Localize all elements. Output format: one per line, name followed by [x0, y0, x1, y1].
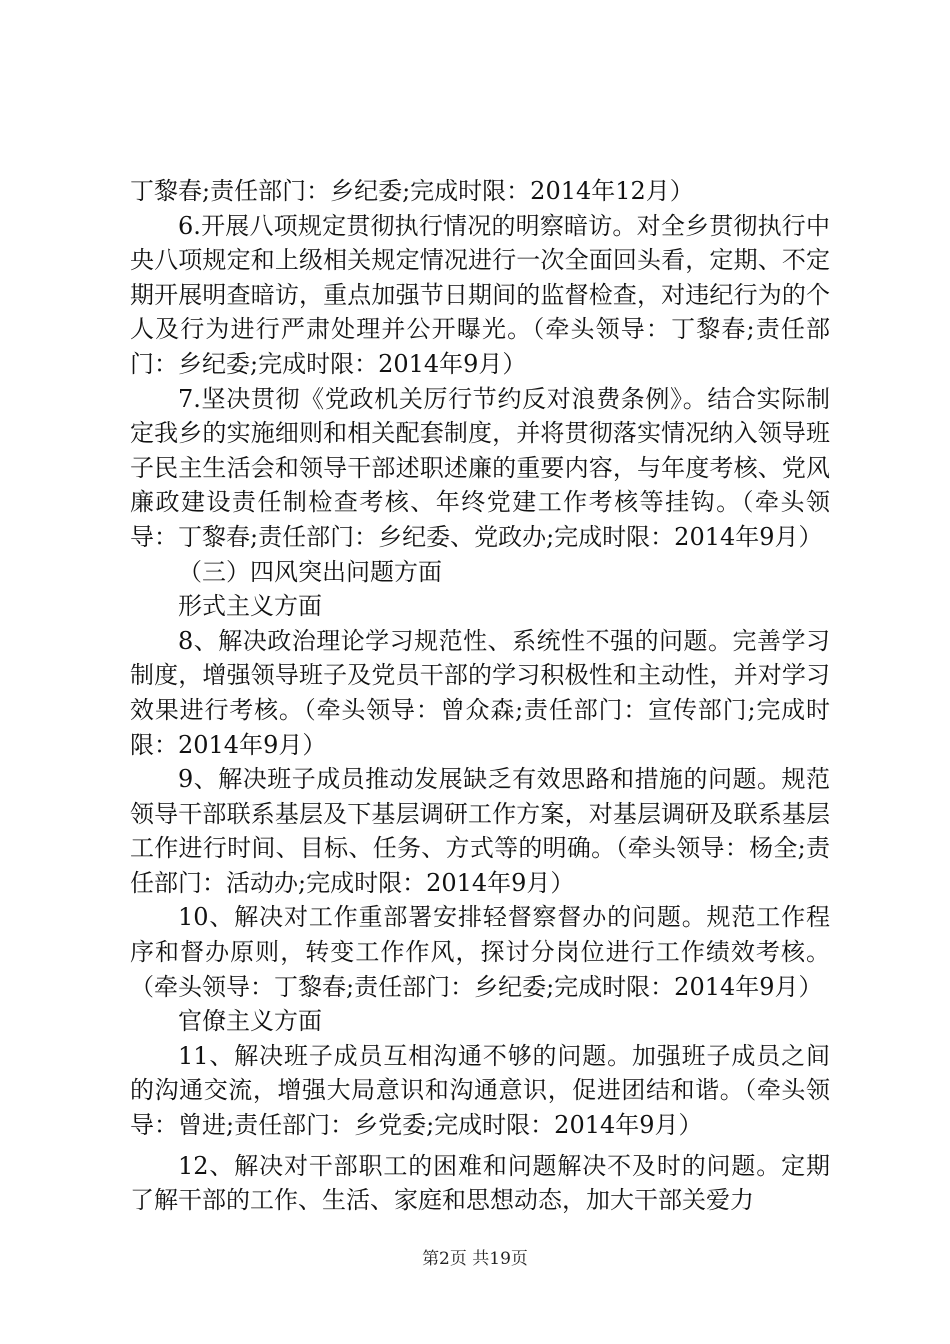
subsection-heading-bureaucratism: 官僚主义方面	[178, 1007, 322, 1036]
subsection-heading-formalism: 形式主义方面	[178, 592, 322, 621]
paragraph-item-10: 10、解决对工作重部署安排轻督察督办的问题。规范工作程序和督办原则，转变工作作风，探讨分岗位进行工作绩效考核。（牵头领导：丁黎春;责任部门：乡纪委;完成时限：2014年9月）	[130, 903, 830, 1001]
document-body	[130, 174, 830, 1218]
paragraph-item-11: 11、解决班子成员互相沟通不够的问题。加强班子成员之间的沟通交流，增强大局意识和沟通意识，促进团结和谐。（牵头领导：曾进;责任部门：乡党委;完成时限：2014年9月）	[130, 1041, 830, 1140]
paragraph-item-6: 6.开展八项规定贯彻执行情况的明察暗访。对全乡贯彻执行中央八项规定和上级相关规定情况进行一次全面回头看，定期、不定期开展明查暗访，重点加强节日期间的监督检查，对违纪行为的个人及行为进行严肃处理并公开曝光。（牵头领导：丁黎春;责任部门：乡纪委;完成时限：2014年9月）	[130, 211, 830, 378]
paragraph-item-8: 8、解决政治理论学习规范性、系统性不强的问题。完善学习制度，增强领导班子及党员干部的学习积极性和主动性，并对学习效果进行考核。（牵头领导：曾众森;责任部门：宣传部门;完成时限：2014年9月）	[130, 626, 830, 759]
paragraph-item-7: 7.坚决贯彻《党政机关厉行节约反对浪费条例》。结合实际制定我乡的实施细则和相关配套制度，并将贯彻落实情况纳入领导班子民主生活会和领导干部述职述廉的重要内容，与年度考核、党风廉政建设责任制检查考核、年终党建工作考核等挂钩。（牵头领导：丁黎春;责任部门：乡纪委、党政办;完成时限：2014年9月）	[130, 384, 830, 551]
page-number-footer: 第2页 共19页	[422, 1249, 528, 1269]
paragraph-item-12: 12、解决对干部职工的困难和问题解决不及时的问题。定期了解干部的工作、生活、家庭和思想动态，加大干部关爱力	[130, 1151, 830, 1215]
section-heading-four-winds: （三）四风突出问题方面	[178, 557, 442, 586]
paragraph-continuation: 丁黎春;责任部门：乡纪委;完成时限：2014年12月）	[130, 177, 694, 205]
paragraph-item-9: 9、解决班子成员推动发展缺乏有效思路和措施的问题。规范领导干部联系基层及下基层调研工作方案，对基层调研及联系基层工作进行时间、目标、任务、方式等的明确。（牵头领导：杨全;责任部门：活动办;完成时限：2014年9月）	[130, 765, 830, 897]
